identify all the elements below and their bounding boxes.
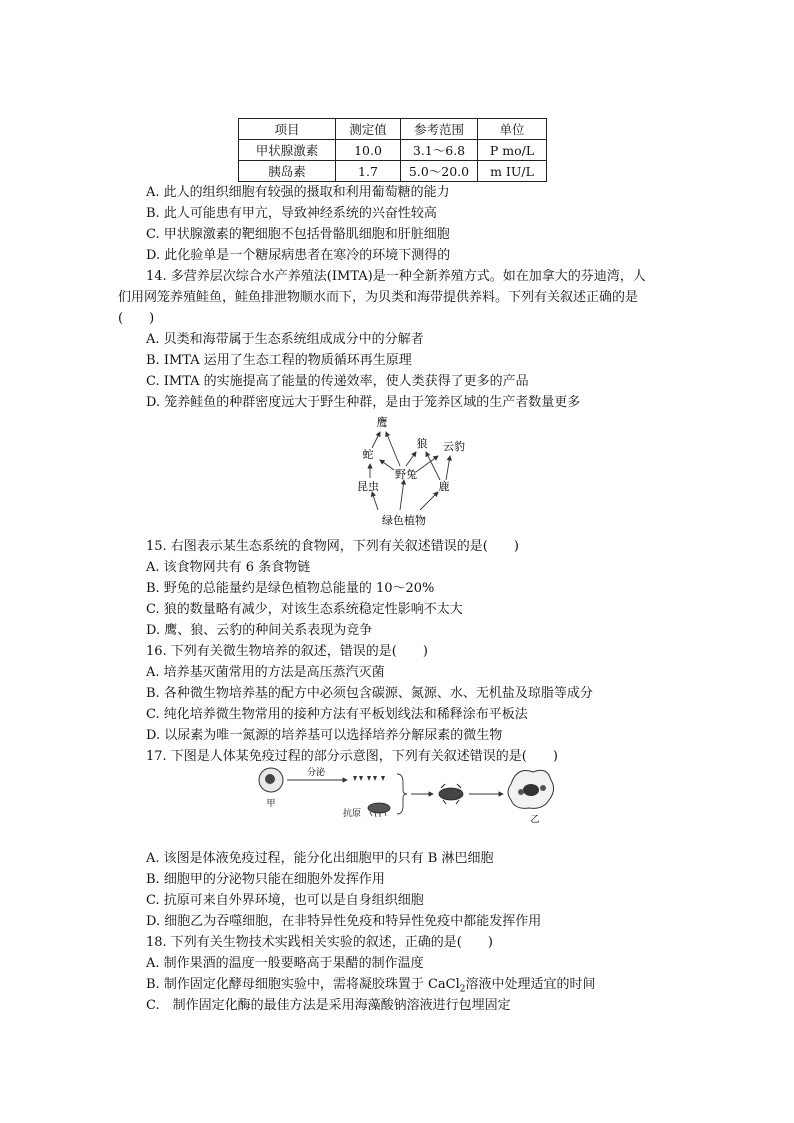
q18-option-a: A. 制作果酒的温度一般要略高于果醋的制作温度 <box>146 956 424 971</box>
q15-option-d: D. 鹰、狼、云豹的种间关系表现为竞争 <box>146 623 373 638</box>
antigen-icon <box>368 803 390 817</box>
q15-stem: 15. 右图表示某生态系统的食物网，下列有关叙述错误的是( ) <box>146 539 519 554</box>
table-cell: P mo/L <box>478 140 547 161</box>
q18-option-c: C. 制作固定化酶的最佳方法是采用海藻酸钠溶液进行包埋固定 <box>146 998 511 1013</box>
q16-option-b: B. 各种微生物培养基的配方中必须包含碳源、氮源、水、无机盐及琼脂等成分 <box>146 686 593 701</box>
table-cell: 10.0 <box>336 140 401 161</box>
q18-option-b <box>146 976 596 999</box>
lab-result-table <box>238 118 547 182</box>
q16-option-c: C. 纯化培养微生物常用的接种方法有平板划线法和稀释涂布平板法 <box>146 707 528 722</box>
q15-option-b: B. 野兔的总能量约是绿色植物总能量的 10～20% <box>146 581 435 596</box>
label-cell-yi: 乙 <box>530 815 540 825</box>
node-deer: 鹿 <box>438 480 450 493</box>
phagocyte-cell-icon <box>508 770 554 808</box>
node-snake: 蛇 <box>362 448 374 461</box>
q13-option-b: B. 此人可能患有甲亢，导致神经系统的兴奋性较高 <box>146 206 437 221</box>
q17-option-a: A. 该图是体液免疫过程，能分化出细胞甲的只有 B 淋巴细胞 <box>146 851 494 866</box>
table-cell: 1.7 <box>336 161 401 182</box>
node-leopard: 云豹 <box>443 440 465 453</box>
q16-stem: 16. 下列有关微生物培养的叙述，错误的是( ) <box>146 644 428 659</box>
node-insect: 昆虫 <box>357 480 379 493</box>
q18-stem: 18. 下列有关生物技术实践相关实验的叙述，正确的是( ) <box>146 935 493 950</box>
table-cell: 5.0～20.0 <box>401 161 478 182</box>
q14-stem-line1: 14. 多营养层次综合水产养殖法(IMTA)是一种全新养殖方式。如在加拿大的芬迪湾，人 <box>146 269 646 284</box>
q18-option-b-subscript: 2 <box>459 984 466 995</box>
q14-option-c: C. IMTA 的实施提高了能量的传递效率，使人类获得了更多的产品 <box>146 374 529 389</box>
q13-option-a: A. 此人的组织细胞有较强的摄取和利用葡萄糖的能力 <box>146 185 450 200</box>
antibody-icon <box>353 776 385 781</box>
antigen-antibody-complex-icon <box>439 784 463 804</box>
q15-option-c: C. 狼的数量略有减少，对该生态系统稳定性影响不太大 <box>146 602 463 617</box>
q17-option-c: C. 抗原可来自外界环境，也可以是自身组织细胞 <box>146 893 424 908</box>
table-header: 项目 <box>239 119 336 140</box>
table-cell: 甲状腺激素 <box>239 140 336 161</box>
q15-option-a: A. 该食物网共有 6 条食物链 <box>146 560 311 575</box>
table-cell: 3.1～6.8 <box>401 140 478 161</box>
table-row <box>239 161 547 182</box>
q17-stem: 17. 下图是人体某免疫过程的部分示意图，下列有关叙述错误的是( ) <box>146 749 558 764</box>
q18-option-b-text-end: 溶液中处理适宜的时间 <box>465 977 596 992</box>
node-eagle: 鹰 <box>376 416 388 429</box>
q16-option-a: A. 培养基灭菌常用的方法是高压蒸汽灭菌 <box>146 665 385 680</box>
immune-process-diagram <box>255 764 555 826</box>
q18-option-b-text: B. 制作固定化酵母细胞实验中，需将凝胶珠置于 CaCl <box>146 977 460 992</box>
node-plants: 绿色植物 <box>382 514 426 527</box>
label-secrete: 分泌 <box>307 768 326 778</box>
node-hare: 野兔 <box>395 468 417 481</box>
label-cell-jia: 甲 <box>266 799 276 809</box>
table-header: 参考范围 <box>401 119 478 140</box>
table-header: 单位 <box>478 119 547 140</box>
table-header: 测定值 <box>336 119 401 140</box>
q14-stem-line3: ( ) <box>118 311 155 326</box>
table-cell: m IU/L <box>478 161 547 182</box>
q13-option-c: C. 甲状腺激素的靶细胞不包括骨骼肌细胞和肝脏细胞 <box>146 227 450 242</box>
q13-option-d: D. 此化验单是一个糖尿病患者在寒冷的环境下测得的 <box>146 248 451 263</box>
q17-option-b: B. 细胞甲的分泌物只能在细胞外发挥作用 <box>146 872 385 887</box>
q17-option-d: D. 细胞乙为吞噬细胞，在非特异性免疫和特异性免疫中都能发挥作用 <box>146 914 542 929</box>
q16-option-d: D. 以尿素为唯一氮源的培养基可以选择培养分解尿素的微生物 <box>146 728 503 743</box>
q14-option-d: D. 笼养鲑鱼的种群密度远大于野生种群，是由于笼养区域的生产者数量更多 <box>146 395 581 410</box>
table-cell: 胰岛素 <box>239 161 336 182</box>
table-row <box>239 140 547 161</box>
q14-option-b: B. IMTA 运用了生态工程的物质循环再生原理 <box>146 353 412 368</box>
label-antigen: 抗原 <box>343 809 362 819</box>
q14-option-a: A. 贝类和海带属于生态系统组成成分中的分解者 <box>146 332 424 347</box>
node-wolf: 狼 <box>416 437 428 450</box>
cell-jia-icon <box>259 768 283 792</box>
q14-stem-line2: 们用网笼养殖鲑鱼，鲑鱼排泄物顺水而下，为贝类和海带提供养料。下列有关叙述正确的是 <box>118 290 639 305</box>
table-header-row <box>239 119 547 140</box>
food-web-diagram <box>320 412 500 530</box>
